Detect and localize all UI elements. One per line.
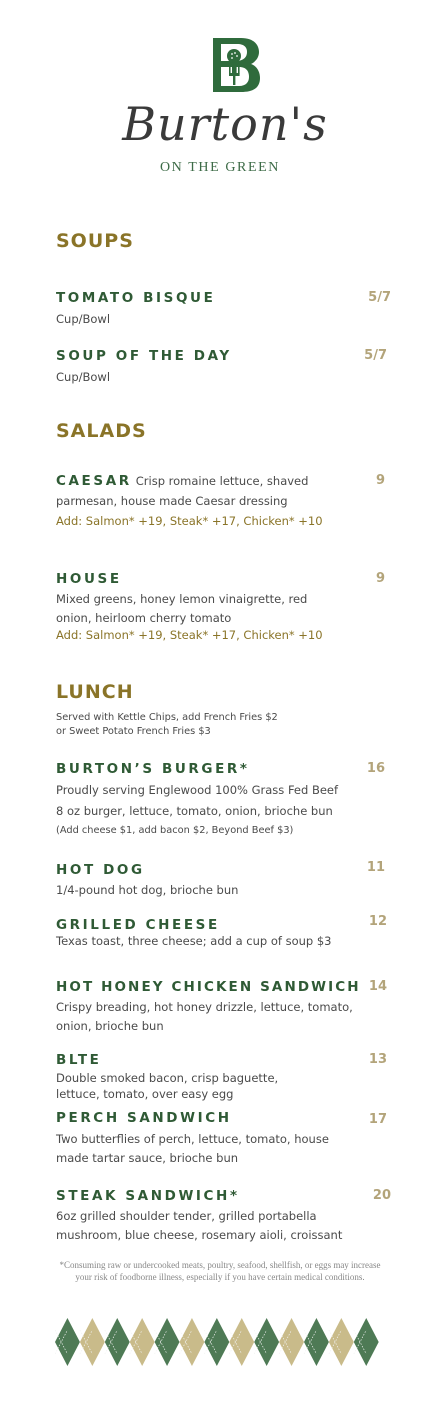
brand-subtitle: ON THE GREEN xyxy=(159,160,281,175)
item-price-tomato-bisque: 5/7 xyxy=(368,290,391,305)
item-desc-grilled-cheese: Texas toast, three cheese; add a cup of soup $3 xyxy=(56,934,332,948)
item-name-blte: BLTE xyxy=(56,1052,102,1068)
item-name-soup-of-the-day: SOUP OF THE DAY xyxy=(56,348,232,364)
disclaimer-line1: *Consuming raw or undercooked meats, poultry, seafood, shellfish, or eggs may increase xyxy=(59,1260,381,1270)
item-desc-burger-line2: 8 oz burger, lettuce, tomato, onion, brioche bun xyxy=(56,804,333,818)
argyle-diamond xyxy=(329,1318,354,1366)
item-desc-hot-honey-line2: onion, brioche bun xyxy=(56,1019,164,1033)
brand-wordmark xyxy=(105,92,345,156)
argyle-diamond xyxy=(80,1318,105,1366)
item-desc-hot-honey-line1: Crispy breading, hot honey drizzle, lettuce, tomato, xyxy=(56,1000,353,1014)
item-desc-house-line1: Mixed greens, honey lemon vinaigrette, red xyxy=(56,592,308,606)
item-price-grilled-cheese: 12 xyxy=(368,914,387,929)
item-name-house: HOUSE xyxy=(56,571,122,587)
section-title-lunch: LUNCH xyxy=(56,681,134,703)
item-desc-perch-line2: made tartar sauce, brioche bun xyxy=(56,1151,239,1165)
item-name-tomato-bisque: TOMATO BISQUE xyxy=(56,290,216,306)
item-name-hot-dog: HOT DOG xyxy=(56,862,145,878)
item-desc-steak-line1: 6oz grilled shoulder tender, grilled portabella xyxy=(56,1209,317,1223)
argyle-diamond xyxy=(204,1318,229,1366)
item-desc-caesar: parmesan, house made Caesar dressing xyxy=(56,494,288,508)
item-name-perch-sandwich: PERCH SANDWICH xyxy=(56,1110,232,1126)
item-price-hot-honey-chicken: 14 xyxy=(368,979,387,994)
item-price-soup-of-the-day: 5/7 xyxy=(364,348,387,363)
brand-script-name: Burton's xyxy=(122,97,328,151)
argyle-diamond xyxy=(279,1318,304,1366)
item-price-blte: 13 xyxy=(368,1052,387,1067)
golf-ball-fork-logo-icon xyxy=(211,36,261,94)
item-desc-blte-line2: lettuce, tomato, over easy egg xyxy=(56,1087,234,1101)
item-price-house: 9 xyxy=(375,571,385,586)
lunch-intro-line1: Served with Kettle Chips, add French Fries $2 xyxy=(56,712,278,723)
item-name-hot-honey-chicken-sandwich: HOT HONEY CHICKEN SANDWICH xyxy=(56,979,361,995)
item-addons-caesar: Add: Salmon* +19, Steak* +17, Chicken* +10 xyxy=(56,514,323,528)
argyle-diamond xyxy=(130,1318,155,1366)
item-desc-blte-line1: Double smoked bacon, crisp baguette, xyxy=(56,1071,279,1085)
argyle-diamond xyxy=(304,1318,329,1366)
food-safety-disclaimer xyxy=(28,1259,412,1283)
item-name-steak-sandwich: STEAK SANDWICH* xyxy=(56,1188,240,1204)
item-desc-soup-of-the-day: Cup/Bowl xyxy=(56,370,111,384)
item-price-steak-sandwich: 20 xyxy=(372,1188,391,1203)
item-desc-perch-line1: Two butterflies of perch, lettuce, tomato, house xyxy=(56,1132,329,1146)
item-desc-burger-addons: (Add cheese $1, add bacon $2, Beyond Beef $3) xyxy=(56,825,294,836)
argyle-diamond xyxy=(180,1318,205,1366)
argyle-diamond xyxy=(354,1318,379,1366)
item-name-grilled-cheese: GRILLED CHEESE xyxy=(56,917,220,933)
argyle-diamond xyxy=(155,1318,180,1366)
item-price-burtons-burger: 16 xyxy=(366,761,385,776)
item-desc-hot-dog: 1/4-pound hot dog, brioche bun xyxy=(56,883,239,897)
caesar-inline-desc: Crisp romaine lettuce, shaved xyxy=(135,474,309,488)
argyle-diamond xyxy=(229,1318,254,1366)
item-price-caesar: 9 xyxy=(375,473,385,488)
section-title-soups: SOUPS xyxy=(56,230,134,252)
item-desc-steak-line2: mushroom, blue cheese, rosemary aioli, croissant xyxy=(56,1228,343,1242)
item-price-hot-dog: 11 xyxy=(366,860,385,875)
argyle-diamond xyxy=(55,1318,80,1366)
disclaimer-line2: your risk of foodborne illness, especially if you have certain medical conditions. xyxy=(75,1272,365,1282)
item-desc-house-line2: onion, heirloom cherry tomato xyxy=(56,611,232,625)
argyle-diamond xyxy=(105,1318,130,1366)
lunch-intro-line2: or Sweet Potato French Fries $3 xyxy=(56,726,211,737)
item-desc-burger-line1: Proudly serving Englewood 100% Grass Fed Beef xyxy=(56,783,339,797)
item-addons-house: Add: Salmon* +19, Steak* +17, Chicken* +10 xyxy=(56,628,323,642)
item-name-caesar xyxy=(56,473,308,489)
item-price-perch-sandwich: 17 xyxy=(368,1112,387,1127)
argyle-pattern-icon xyxy=(55,1318,379,1366)
caesar-name-text: CAESAR xyxy=(56,473,132,489)
item-name-burtons-burger: BURTON’S BURGER* xyxy=(56,761,250,777)
section-title-salads: SALADS xyxy=(56,420,147,442)
argyle-diamond xyxy=(254,1318,279,1366)
item-desc-tomato-bisque: Cup/Bowl xyxy=(56,312,111,326)
